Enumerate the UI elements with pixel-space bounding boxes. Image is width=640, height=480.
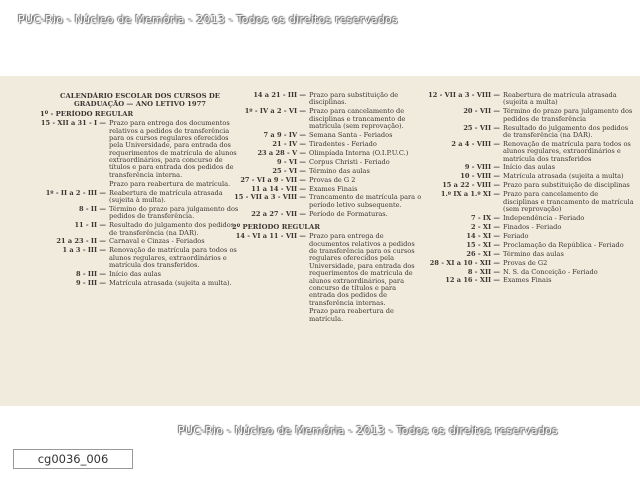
calendar-entry: [232, 132, 424, 139]
column-2b-entries: [232, 233, 424, 323]
entry-date: 15 a 22 - VIII —: [442, 181, 500, 190]
entry-date: 9 - VIII —: [464, 163, 500, 172]
calendar-entry: [40, 271, 240, 278]
calendar-entry: [424, 164, 634, 171]
entry-date: [232, 308, 309, 323]
calendar-entry: [232, 168, 424, 175]
calendar-entry: [232, 211, 424, 218]
column-3: [424, 92, 634, 286]
entry-text: Prazo para entrega dos documentos relativos a pedidos de transferência para os cursos regulares oferecidos pela Universidade, para entrada dos requerimentos de matrícula de alunos extraordinários, para concurso de títulos e para entrada dos pedidos de transferência interna.: [109, 119, 237, 179]
document-title: [40, 92, 240, 108]
entry-text: Renovação de matrícula para todos os alunos regulares, extraordinários e matrícula dos transferidos.: [109, 246, 237, 270]
calendar-entry: [424, 260, 634, 267]
calendar-entry: [40, 181, 240, 188]
calendar-entry: [40, 238, 240, 245]
entry-date: 9 - III —: [75, 278, 106, 287]
entry-text: Prazo para cancelamento de disciplinas e trancamento de matrícula (sem reprovação).: [309, 107, 406, 130]
entry-date: 11 - II —: [74, 221, 106, 230]
calendar-entry: [40, 247, 240, 269]
calendar-entry: [424, 242, 634, 249]
calendar-entry: [424, 233, 634, 240]
entry-text: Semana Santa - Feriados: [309, 130, 393, 139]
entry-text: Tiradentes - Feriado: [309, 139, 377, 148]
calendar-entry: [40, 222, 240, 237]
calendar-entry: [232, 233, 424, 306]
entry-date: 1.º IX a 1.º XI —: [440, 190, 500, 199]
calendar-entry: [424, 277, 634, 284]
calendar-entry: [40, 206, 240, 221]
entry-date: 14 a 21 - III —: [253, 91, 306, 99]
entry-date: 26 - XI —: [466, 249, 500, 258]
entry-text: Prazo para entrega de documentos relativos a pedidos de transferência para os cursos regulares oferecidos pela Universidade, para entrada dos requerimentos de matrícula de alunos extraordinários, para concurso de títulos e para entrada dos pedidos de transferência internas.: [309, 232, 415, 307]
entry-text: Prazo para substituição de disciplinas.: [309, 91, 399, 107]
entry-date: 10 - VIII —: [460, 172, 500, 181]
column-2-entries: [232, 92, 424, 218]
entry-text: Prazo para reabertura de matrícula.: [109, 179, 231, 188]
calendar-entry: [424, 125, 634, 140]
entry-text: Término do prazo para julgamento dos pedidos de transferência.: [109, 204, 239, 221]
entry-text: Feriado: [503, 231, 529, 240]
calendar-entry: [40, 120, 240, 179]
entry-date: 15 - XI —: [466, 240, 500, 249]
calendar-entry: [424, 269, 634, 276]
entry-date: 12 a 16 - XII —: [445, 276, 500, 285]
entry-text: Exames Finais: [309, 184, 358, 193]
entry-date: 9 - VI —: [276, 157, 306, 166]
entry-text: Início das aulas: [109, 270, 162, 279]
title-line-2: GRADUAÇÃO — ANO LETIVO 1977: [73, 100, 207, 108]
calendar-entry: [424, 141, 634, 163]
entry-text: Término do prazo para julgamento dos pedidos de transferência: [503, 107, 633, 123]
column-3-entries: [424, 92, 634, 285]
calendar-entry: [424, 92, 634, 107]
calendar-entry: [424, 191, 634, 213]
calendar-entry: [232, 308, 424, 323]
watermark-bottom: PUC-Rio - Núcleo de Memória - 2013 - Todos os direitos reservados: [178, 424, 558, 437]
entry-text: Reabertura de matrícula atrasada (sujeita à multa).: [109, 188, 223, 204]
entry-date: 11 a 14 - VII —: [251, 184, 306, 193]
entry-text: Finados - Feriado: [503, 222, 562, 231]
entry-date: 7 - IX —: [470, 213, 500, 222]
entry-text: Proclamação da República - Feriado: [503, 240, 624, 249]
calendar-entry: [232, 150, 424, 157]
entry-text: Início das aulas: [503, 163, 556, 172]
calendar-entry: [424, 215, 634, 222]
entry-text: Término das aulas: [503, 249, 564, 258]
calendar-document: [0, 76, 640, 406]
calendar-entry: [40, 190, 240, 205]
calendar-entry: [424, 182, 634, 189]
entry-text: N. S. da Conceição - Feriado: [503, 267, 598, 276]
entry-text: Resultado do julgamento dos pedidos de transferência (na DAR).: [109, 221, 235, 237]
calendar-entry: [232, 177, 424, 184]
column-1: [40, 92, 240, 289]
entry-text: Prazo para reabertura de matrícula.: [309, 307, 394, 323]
entry-text: Período de Formaturas.: [309, 209, 388, 218]
column-1-entries: [40, 120, 240, 287]
entry-date: 2 a 4 - VIII —: [451, 139, 500, 148]
calendar-entry: [232, 194, 424, 209]
entry-date: 12 - VII a 3 - VIII —: [428, 91, 500, 99]
entry-text: Renovação de matrícula para todos os alunos regulares, extraordinários e matrícula dos transferidos: [503, 139, 631, 163]
entry-text: Matrícula atrasada (sujeita a multa).: [109, 278, 232, 287]
entry-date: 20 - VII —: [463, 107, 500, 116]
entry-text: Término das aulas: [309, 166, 370, 175]
entry-date: 25 - VI —: [272, 166, 306, 175]
calendar-entry: [232, 186, 424, 193]
period-2-heading: 2º PERÍODO REGULAR: [232, 223, 320, 232]
entry-date: 1º - II a 2 - III —: [45, 188, 106, 197]
entry-date: 14 - XI —: [466, 231, 500, 240]
calendar-entry: [424, 251, 634, 258]
entry-date: 22 a 27 - VII —: [251, 209, 306, 218]
title-line-1: CALENDÁRIO ESCOLAR DOS CURSOS DE: [60, 92, 220, 100]
calendar-entry: [232, 159, 424, 166]
entry-text: Carnaval e Cinzas - Feriados: [109, 237, 205, 246]
watermark-top: PUC-Rio - Núcleo de Memória - 2013 - Todos os direitos reservados: [18, 13, 398, 26]
calendar-entry: [424, 108, 634, 123]
entry-date: 21 - IV —: [272, 139, 306, 148]
entry-date: 1º - IV a 2 - VI —: [244, 107, 306, 116]
entry-date: 1 a 3 - III —: [62, 246, 106, 255]
entry-date: 7 a 9 - IV —: [263, 130, 306, 139]
entry-text: Prazo para cancelamento de disciplinas e trancamento de matrícula (sem reprovação): [503, 190, 634, 213]
entry-text: Prazo para substituição de disciplinas: [503, 181, 630, 190]
entry-date: 23 a 28 - V —: [257, 148, 306, 157]
entry-date: 8 - II —: [79, 204, 106, 213]
period-1-heading: 1º - PERÍODO REGULAR: [40, 110, 134, 118]
entry-date: 25 - VII —: [463, 123, 500, 132]
entry-text: Olimpíada Interna (O.I.P.U.C.): [309, 148, 409, 157]
calendar-entry: [232, 108, 424, 130]
entry-date: 27 - VI a 9 - VII —: [240, 175, 306, 184]
calendar-entry: [232, 92, 424, 107]
entry-text: Independência - Feriado: [503, 213, 585, 222]
entry-date: 21 a 23 - II —: [56, 237, 106, 246]
entry-date: 8 - III —: [75, 270, 106, 279]
entry-text: Provas de G 2: [309, 175, 356, 184]
column-2: [232, 92, 424, 325]
entry-date: 2 - XI —: [470, 222, 500, 231]
calendar-entry: [232, 141, 424, 148]
calendar-entry: [424, 173, 634, 180]
entry-text: Provas de G2: [503, 258, 548, 267]
entry-text: Exames Finais: [503, 276, 552, 285]
entry-date: [40, 181, 109, 188]
entry-text: Resultado do julgamento dos pedidos de transferência (na DAR).: [503, 123, 629, 139]
entry-date: 14 - VI a 11 - VII —: [235, 232, 306, 241]
document-id-label: cg0036_006: [13, 449, 133, 469]
entry-date: 15 - VII a 3 - VIII —: [234, 193, 306, 202]
calendar-entry: [40, 280, 240, 287]
entry-text: Trancamento de matrícula para o período letivo subsequente.: [309, 193, 422, 209]
entry-text: Corpus Christi - Feriado: [309, 157, 390, 166]
entry-text: Reabertura de matrícula atrasada (sujeita a multa): [503, 91, 617, 107]
calendar-entry: [424, 224, 634, 231]
entry-date: 15 - XII a 31 - I —: [40, 119, 106, 128]
entry-date: 28 - XI a 10 - XII —: [429, 258, 500, 267]
entry-date: 8 - XII —: [467, 267, 500, 276]
entry-text: Matrícula atrasada (sujeita a multa): [503, 172, 624, 181]
